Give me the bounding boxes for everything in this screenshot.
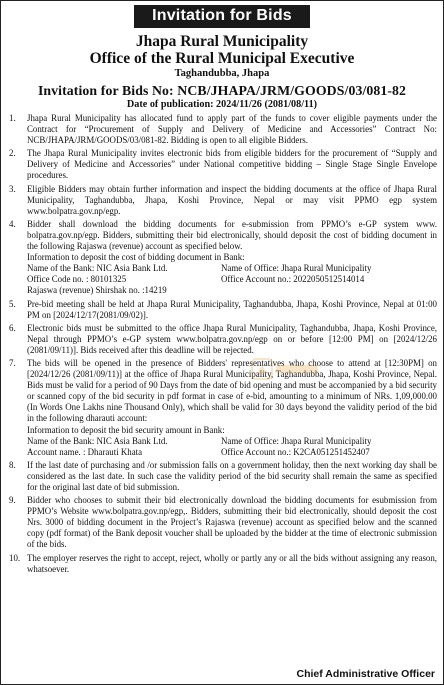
clause-number: 4.	[9, 218, 16, 229]
clause-item	[7, 553, 437, 575]
publication-date: Date of publication: 2024/11/26 (2081/08/11)	[126, 99, 318, 110]
revenue-code: Rajaswa (revenue) Shirshak no. :14219	[27, 285, 167, 296]
clause-item	[7, 323, 437, 356]
bank-detail: Name of the Bank: NIC Asia Bank Ltd.	[27, 263, 168, 274]
bank-detail-row	[27, 263, 437, 274]
bank-detail: Account name. : Dharauti Khata	[27, 446, 143, 457]
clause-number: 5.	[9, 298, 16, 309]
bank-detail: Name of the Bank: NIC Asia Bank Ltd.	[27, 435, 168, 446]
clause-text: Bidder who chooses to submit their bid electronically download the bidding documents for esubmission from PPMO’s Website www.bolpatra.gov.np/egp,. Bidders, submitting their bid electronically, should deposit the cost Nrs. 3000 of bidding document in the Project’s Rajaswa (revenue) account as specified below and the scanned copy (pdf format) of the Bank deposit voucher shall be uploaded by the bidder at the time of electronic submission of the bids.	[27, 495, 437, 550]
clause-number: 6.	[9, 322, 16, 333]
clause-number: 3.	[9, 183, 16, 194]
clause-text: Bidder shall download the bidding documents for e-submission from PPMO’s e-GP system www. bolpatra.gov.np/egp. Bidders, submitting their bid electronically, should deposit the cost of bidding document in the following Rajaswa (revenue) account as specified below.	[27, 218, 437, 252]
bank-detail-row	[27, 274, 437, 285]
org-name: Jhapa Rural Municipality	[135, 33, 309, 50]
clause-item	[7, 299, 437, 321]
clause-item	[7, 495, 437, 550]
clause-list	[7, 113, 437, 575]
bank-detail: Name of Office: Jhapa Rural Municipality	[221, 435, 372, 446]
clause-item	[7, 184, 437, 217]
bank-detail: Office Account no.: 2022050512514014	[221, 274, 365, 285]
ifb-number: Invitation for Bids No: NCB/JHAPA/JRM/GOODS/03/081-82	[37, 83, 407, 98]
signoff: Chief Administrative Officer	[296, 668, 435, 680]
clause-number: 1.	[9, 113, 16, 123]
bank-detail: Office Account no.: K2CA051251452407	[221, 446, 370, 457]
clause-item	[7, 358, 437, 458]
clause-item	[7, 148, 437, 181]
clause-item	[7, 113, 437, 146]
office-address: Taghandubba, Jhapa	[174, 68, 270, 79]
clause-text: If the last date of purchasing and /or submission falls on a government holiday, then the next working day shall be considered as the last date. In such case the validity period of the bid security shall remain the same as specified for the original last date of bid submission.	[27, 459, 437, 492]
bank-detail-row	[27, 447, 437, 458]
clause-text: Electronic bids must be submitted to the office Jhapa Rural Municipality, Taghandubba, Jhapa, Koshi Province, Nepal through PPMO’s e-GP system www.bolpatra.gov.np/egp on or before [12:00 PM] on [2024/12/26 (2081/09/11)]. Bids received after this deadline will be rejected.	[27, 322, 437, 355]
clause-item	[7, 219, 437, 297]
bank-detail: Name of Office: Jhapa Rural Municipality	[221, 263, 372, 274]
clause-text: The employer reserves the right to accept, reject, wholly or partly any or all the bids without assigning any reason, whatsoever.	[27, 552, 437, 574]
bank-info-heading: Information to deposit the bid security amount in Bank:	[27, 424, 225, 435]
bank-detail: Office Code no. : 80101325	[27, 274, 127, 285]
clause-item	[7, 460, 437, 493]
bank-detail-row	[27, 436, 437, 447]
clause-text: Eligible Bidders may obtain further information and inspect the bidding documents at the office of Jhapa Rural Municipality, Taghandubba, Jhapa, Koshi Province, Nepal or may visit PPMO egp system www.bolpatra.gov.np/egp.	[27, 183, 437, 216]
watermark-logo	[251, 356, 321, 382]
notice-banner: Invitation for Bids	[134, 5, 310, 28]
clause-number: 8.	[9, 459, 16, 470]
clause-text: Jhapa Rural Municipality has allocated fund to apply part of the funds to cover eligible payments under the Contract for “Procurement of Supply and Delivery of Medicine and Accessories” Contract No: NCB/JHAPA/JRM/GOODS/03/081-82. Bidding is open to all eligible Bidders.	[27, 113, 437, 146]
clause-number: 2.	[9, 148, 16, 159]
clause-text: The bids will be opened in the presence of Bidders' representatives who choose to attend at [12:30PM] on [2024/12/26 (2081/09/11)] at the office of Jhapa Rural Municipality, Taghandubba, Jhapa, Koshi Province, Nepal. Bids must be valid for a period of 90 Days from the date of bid opening and must be accompanied by a bid security or scanned copy of the bid security in pdf format in case of e-bid, amounting to a minimum of NRs. 1,09,000.00 (In Words One Lakhs nine Thousand Only), which shall be valid for 30 days beyond the validity period of the bid in the following dharauti account:	[27, 357, 437, 424]
bank-info-heading: Information to deposit the cost of bidding document in Bank:	[27, 252, 245, 263]
clause-number: 9.	[9, 495, 16, 506]
clause-text: The Jhapa Rural Municipality invites electronic bids from eligible bidders for the procurement of “Supply and Delivery of Medicine and Accessories” under National competitive bidding – Single Stage Single Envelope procedures.	[27, 148, 437, 181]
clause-text: Pre-bid meeting shall be held at Jhapa Rural Municipality, Taghandubba, Jhapa, Koshi Province, Nepal at 01:00 PM on [2024/12/17(2081/09/02)].	[27, 298, 437, 320]
office-name: Office of the Rural Municipal Executive	[89, 50, 355, 67]
clause-number: 10.	[9, 552, 21, 563]
clause-number: 7.	[9, 357, 16, 368]
